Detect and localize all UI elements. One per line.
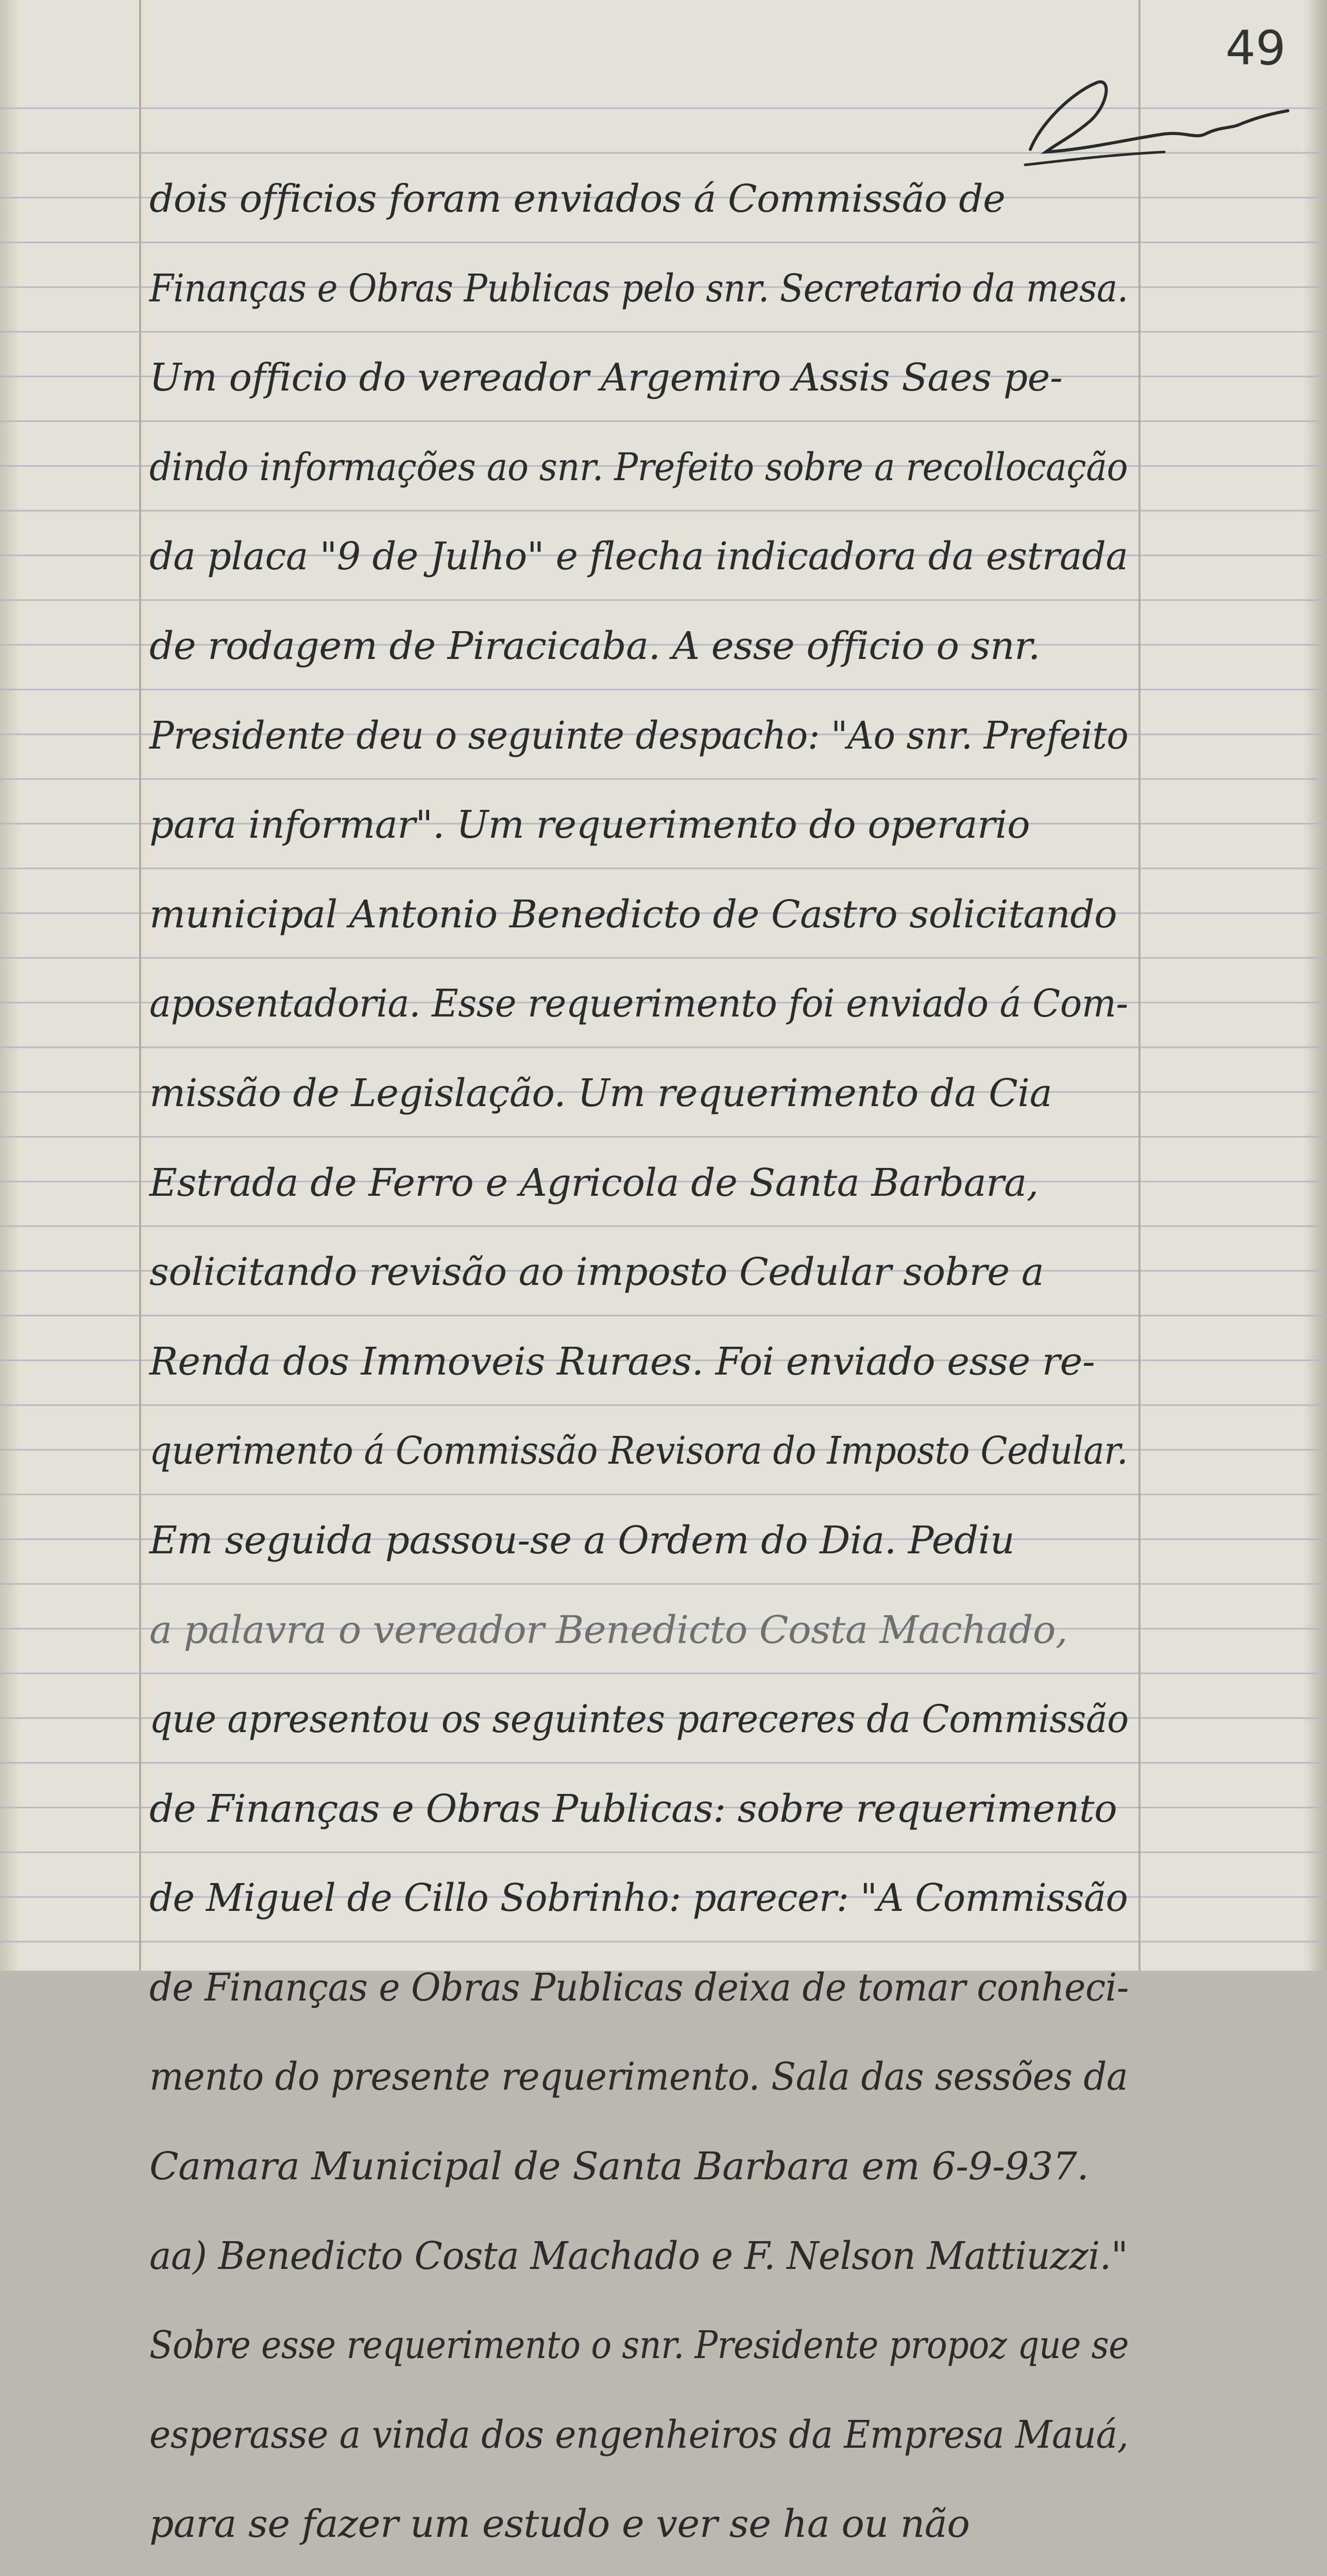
text-line-content: Em seguida passou-se a Ordem do Dia. Pediu — [149, 1518, 1015, 1563]
text-line — [149, 691, 1159, 781]
text-line — [149, 2122, 1159, 2212]
text-line — [149, 1228, 1159, 1317]
text-line-content: Sobre esse requerimento o snr. Presidente propoz que se — [149, 2323, 1129, 2368]
text-line-content: solicitando revisão ao imposto Cedular sobre a — [149, 1250, 1044, 1295]
text-line-content: de Finanças e Obras Publicas: sobre requerimento — [149, 1786, 1117, 1831]
page-number: 49 — [1225, 21, 1286, 76]
text-line-content: que apresentou os seguintes pareceres da Commissão — [149, 1697, 1129, 1742]
text-line-content: querimento á Commissão Revisora do Imposto Cedular. — [149, 1429, 1128, 1473]
text-line-content: aposentadoria. Esse requerimento foi enviado á Com- — [149, 981, 1128, 1026]
text-line — [149, 1675, 1159, 1765]
text-line — [149, 1943, 1159, 2033]
text-line-content: dindo informações ao snr. Prefeito sobre a recollocação — [149, 445, 1128, 489]
text-line-content: para se fazer um estudo e ver se ha ou não — [149, 2502, 970, 2547]
text-line — [149, 2301, 1159, 2391]
text-line-content: da placa "9 de Julho" e flecha indicadora da estrada — [149, 534, 1128, 579]
text-line-content: Presidente deu o seguinte despacho: "Ao snr. Prefeito — [149, 713, 1129, 758]
text-line — [149, 1854, 1159, 1943]
text-line-content: de Finanças e Obras Publicas deixa de tomar conheci- — [149, 1965, 1129, 2010]
text-line-content: Renda dos Immoveis Ruraes. Foi enviado esse re- — [149, 1339, 1095, 1384]
text-line — [149, 2391, 1159, 2480]
text-line-content: a palavra o vereador Benedicto Costa Machado, — [149, 1607, 1068, 1652]
text-line-content: missão de Legislação. Um requerimento da Cia — [149, 1071, 1052, 1115]
text-line — [149, 2480, 1159, 2569]
left-margin-line — [139, 0, 141, 1971]
text-line-content: mento do presente requerimento. Sala das sessões da — [149, 2055, 1128, 2099]
text-line-content: municipal Antonio Benedicto de Castro solicitando — [149, 892, 1117, 937]
text-line — [149, 781, 1159, 870]
text-line-content: esperasse a vinda dos engenheiros da Empresa Mauá, — [149, 2412, 1129, 2457]
text-line — [149, 2212, 1159, 2301]
text-line — [149, 1049, 1159, 1139]
text-line — [149, 1317, 1159, 1407]
text-line — [149, 423, 1159, 513]
text-line-content: Um officio do vereador Argemiro Assis Saes pe- — [149, 355, 1063, 400]
text-line — [149, 1139, 1159, 1228]
text-line — [149, 244, 1159, 334]
text-line-content: Finanças e Obras Publicas pelo snr. Secretario da mesa. — [149, 266, 1128, 311]
text-line — [149, 1406, 1159, 1496]
text-line-content — [149, 2569, 1129, 2576]
handwritten-text — [149, 155, 1159, 2576]
text-line — [149, 1586, 1159, 1675]
text-line-content: Estrada de Ferro e Agricola de Santa Barbara, — [149, 1160, 1039, 1205]
text-line — [149, 602, 1159, 691]
text-line — [149, 2032, 1159, 2122]
text-line-content: dois officios foram enviados á Commissão de — [149, 177, 1006, 221]
text-line — [149, 512, 1159, 602]
text-line — [149, 2569, 1159, 2576]
text-line — [149, 959, 1159, 1049]
text-line-content: para informar". Um requerimento do operario — [149, 803, 1030, 848]
text-line — [149, 333, 1159, 423]
text-line — [149, 870, 1159, 960]
text-line-content: de rodagem de Piracicaba. A esse officio o snr. — [149, 623, 1040, 668]
text-line — [149, 1496, 1159, 1586]
text-line-content: Camara Municipal de Santa Barbara em 6-9-937. — [149, 2144, 1089, 2189]
text-line — [149, 155, 1159, 244]
text-line-content: de Miguel de Cillo Sobrinho: parecer: "A Commissão — [149, 1876, 1128, 1921]
text-line — [149, 1765, 1159, 1854]
text-line-content: aa) Benedicto Costa Machado e F. Nelson Mattiuzzi." — [149, 2233, 1128, 2278]
